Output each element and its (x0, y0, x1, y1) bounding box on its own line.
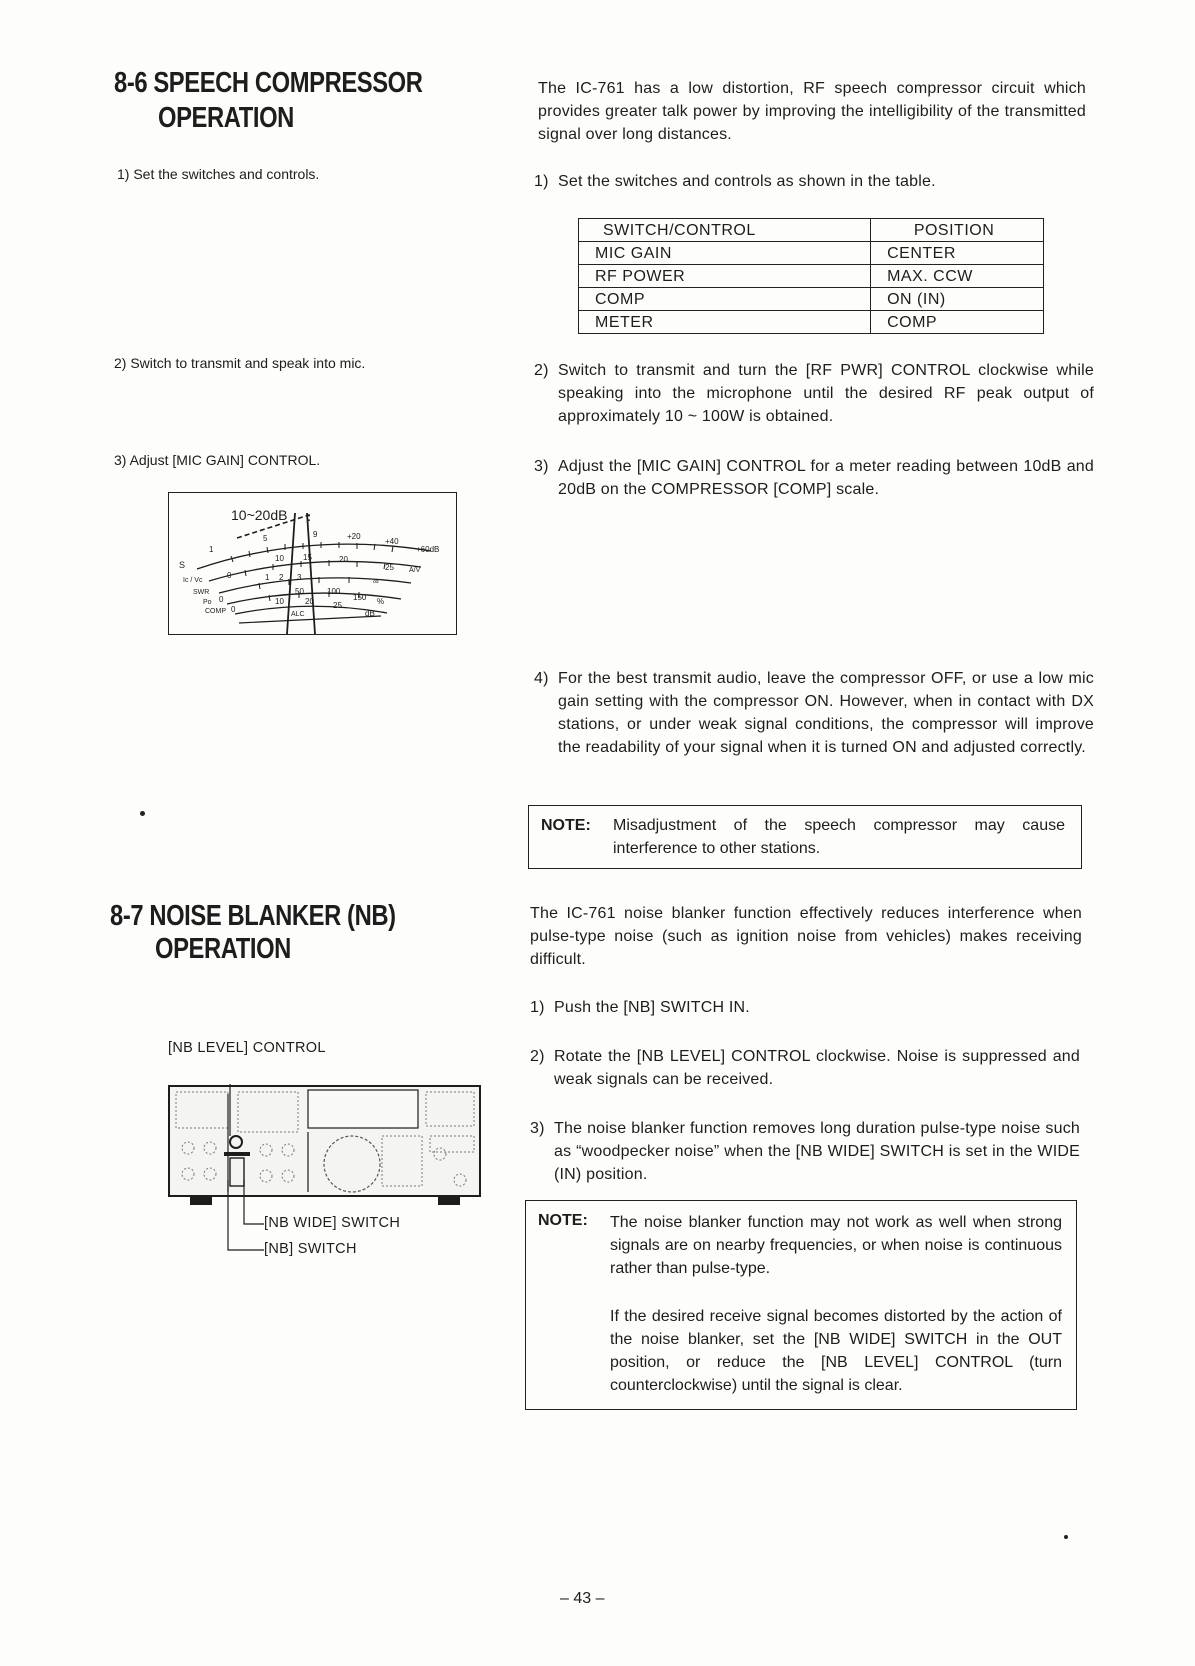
nb-callout-lines (218, 1180, 268, 1252)
meter-po-mark: 100 (327, 587, 341, 596)
step-number: 1) (534, 173, 549, 190)
nb-step-2 (530, 1045, 1080, 1091)
switch-settings-table (578, 218, 1044, 334)
meter-comp-mark: 10 (275, 597, 284, 606)
meter-s-mark: +20 (347, 532, 361, 541)
left-step-3: 3) Adjust [MIC GAIN] CONTROL. (114, 452, 321, 468)
meter-swr-mark: 3 (297, 573, 302, 582)
meter-ic-mark: A/V (409, 567, 421, 574)
meter-comp-label: COMP (205, 608, 226, 615)
meter-comp-mark: 0 (231, 605, 236, 614)
swr-arc (219, 578, 411, 593)
note-label: NOTE: (541, 817, 591, 834)
table-header-cell: POSITION (871, 219, 1044, 242)
nb-level-label: [NB LEVEL] CONTROL (168, 1040, 326, 1056)
meter-swr-label: SWR (193, 589, 210, 596)
left-step-2: 2) Switch to transmit and speak into mic. (114, 355, 366, 371)
page-dot (1064, 1535, 1068, 1539)
meter-range-label: 10~20dB (231, 507, 288, 523)
meter-po-mark: 150 (353, 593, 367, 602)
sec87-heading-line2: OPERATION (155, 933, 291, 965)
table-cell: RF POWER (579, 265, 871, 288)
table-row (579, 242, 1044, 265)
meter-ic-mark: 20 (339, 555, 348, 564)
step-text: Rotate the [NB LEVEL] CONTROL clockwise. Noise is suppressed and weak signals can be received. (554, 1048, 1080, 1088)
table-row (579, 288, 1044, 311)
radio-panel-drawing (168, 1084, 482, 1220)
table-cell: COMP (579, 288, 871, 311)
table-cell: MIC GAIN (579, 242, 871, 265)
step-text: Push the [NB] SWITCH IN. (554, 999, 750, 1016)
sec86-heading-line1: 8-6 SPEECH COMPRESSOR (114, 67, 423, 99)
compressor-step-3 (534, 455, 1094, 501)
note-text: Misadjustment of the speech compressor may cause interference to other stations. (613, 817, 1065, 857)
step-text: Switch to transmit and turn the [RF PWR] CONTROL clockwise while speaking into the microphone until the desired RF peak output of approximately 10 ~ 100W is obtained. (558, 362, 1094, 425)
table-cell: ON (IN) (871, 288, 1044, 311)
note-paragraph-1: The noise blanker function may not work as well when strong signals are on nearby frequencies, or when noise is continuous rather than pulse-type. (610, 1214, 1062, 1277)
note-box-compressor (528, 805, 1082, 869)
table-cell: COMP (871, 311, 1044, 334)
meter-swr-mark: 2 (279, 573, 284, 582)
compressor-step-1 (534, 170, 1094, 193)
meter-figure (168, 492, 457, 635)
step-text: Adjust the [MIC GAIN] CONTROL for a meter reading between 10dB and 20dB on the COMPRESSOR [COMP] scale. (558, 458, 1094, 498)
sec87-heading-line1: 8-7 NOISE BLANKER (NB) (110, 900, 396, 932)
meter-ic-label: Ic / Vc (183, 577, 203, 584)
nb-switch-label: [NB] SWITCH (264, 1241, 357, 1257)
meter-s-label: S (179, 560, 186, 570)
table-cell: METER (579, 311, 871, 334)
table-cell: CENTER (871, 242, 1044, 265)
po-arc (227, 593, 401, 604)
s-arc (197, 544, 431, 569)
table-row (579, 265, 1044, 288)
page-dot (140, 811, 145, 816)
step-number: 4) (534, 670, 549, 687)
nb-wide-switch-label: [NB WIDE] SWITCH (264, 1215, 401, 1231)
meter-ic-mark: 0 (227, 571, 232, 580)
meter-swr-mark: 1 (265, 573, 270, 582)
meter-po-mark: 0 (219, 595, 224, 604)
table-cell: MAX. CCW (871, 265, 1044, 288)
meter-comp-mark: 20 (305, 597, 314, 606)
nb-intro: The IC-761 noise blanker function effectively reduces interference when pulse-type noise (such as ignition noise from vehicles) makes receiving difficult. (530, 905, 1082, 968)
nb-step-3 (530, 1117, 1080, 1186)
meter-alc-label: ALC (291, 611, 305, 618)
meter-ic-mark: 15 (303, 553, 312, 562)
meter-swr-mark: ∞ (373, 577, 379, 586)
step-text: For the best transmit audio, leave the compressor OFF, or use a low mic gain setting with the compressor ON. However, when in contact with DX stations, or under weak signal conditions, the compressor will improve the readability of your signal when it is turned ON and adjusted correctly. (558, 670, 1094, 756)
compressor-step-4 (534, 667, 1094, 759)
meter-po-label: Po (203, 599, 212, 606)
nb-wide-switch (224, 1152, 250, 1156)
step-number: 3) (534, 458, 549, 475)
meter-s-mark: +40 (385, 537, 399, 546)
nb-step-1 (530, 996, 1090, 1019)
step-text: Set the switches and controls as shown in the table. (558, 173, 936, 190)
step-text: The noise blanker function removes long duration pulse-type noise such as “woodpecker noise” when the [NB WIDE] SWITCH is set in the WIDE (IN) position. (554, 1120, 1080, 1183)
meter-ic-mark: 25 (385, 563, 394, 572)
meter-po-mark: 50 (295, 587, 304, 596)
compressor-step-2 (534, 359, 1094, 428)
meter-s-mark: 5 (263, 534, 268, 543)
meter-po-mark: % (377, 597, 385, 606)
step-number: 1) (530, 999, 545, 1016)
meter-ic-mark: 10 (275, 554, 284, 563)
meter-s-mark: +60dB (416, 545, 440, 554)
meter-comp-mark: 25 (333, 601, 342, 610)
table-header-cell: SWITCH/CONTROL (579, 219, 871, 242)
compressor-intro: The IC-761 has a low distortion, RF speech compressor circuit which provides greater talk power by improving the intelligibility of the transmitted signal over long distances. (538, 80, 1086, 143)
sec86-heading-line2: OPERATION (158, 102, 294, 134)
table-header-row (579, 219, 1044, 242)
note-label: NOTE: (538, 1212, 588, 1229)
step-number: 2) (530, 1048, 545, 1065)
meter-s-mark: 1 (209, 545, 214, 554)
meter-s-mark: 9 (313, 530, 318, 539)
table-row (579, 311, 1044, 334)
note-box-noise-blanker (525, 1200, 1077, 1410)
meter-comp-mark: dB (365, 609, 375, 618)
note-paragraph-2: If the desired receive signal becomes distorted by the action of the noise blanker, set the [NB WIDE] SWITCH in the OUT position, or reduce the [NB LEVEL] CONTROL (turn counterclockwise) until the signal is clear. (610, 1308, 1062, 1394)
left-step-1: 1) Set the switches and controls. (117, 166, 320, 182)
page-number: – 43 – (560, 1590, 605, 1607)
step-number: 3) (530, 1120, 545, 1137)
step-number: 2) (534, 362, 549, 379)
radio-panel-figure (168, 1084, 482, 1202)
